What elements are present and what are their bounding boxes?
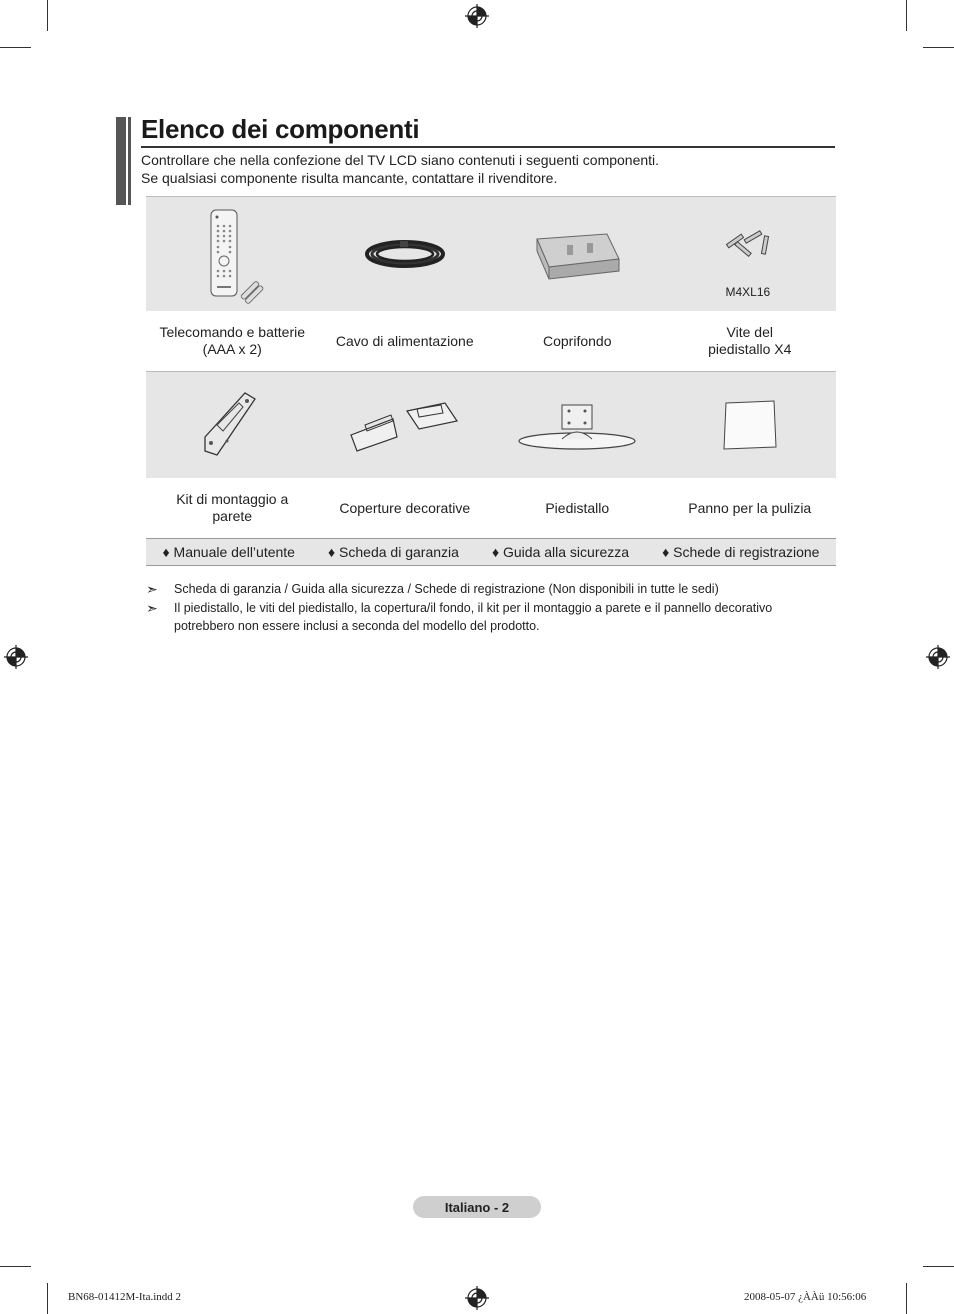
component-image-cell [664, 372, 837, 478]
component-label: Coperture decorative [339, 499, 471, 516]
note-text: Scheda di garanzia / Guida alla sicurezza / Schede di registrazione (Non disponibili in tutte le sedi) [174, 582, 719, 596]
wall-mount-kit-icon [197, 385, 267, 465]
component-label: Coprifondo [543, 332, 612, 349]
screws-icon [720, 221, 780, 271]
accessory-item: ♦ Manuale dell’utente [162, 544, 295, 560]
note-text: Il piedistallo, le viti del piedistallo, la copertura/il fondo, il kit per il montaggio a parete e il pannello decorativo [174, 601, 773, 615]
arrow-icon: ➣ [146, 581, 158, 597]
component-label: Vite del piedistallo X4 [708, 324, 792, 357]
cover-bottom-icon [527, 219, 627, 289]
note-text: potrebbero non essere inclusi a seconda del modello del prodotto. [174, 619, 540, 633]
note [146, 580, 836, 598]
cleaning-cloth-icon [720, 397, 780, 453]
screw-size-label: M4XL16 [725, 285, 771, 299]
component-image-cell [319, 197, 492, 311]
registration-mark-icon [465, 1286, 489, 1310]
component-label: Kit di montaggio a parete [176, 491, 289, 524]
accessory-item: ♦ Scheda di garanzia [328, 544, 459, 560]
decorative-covers-icon [345, 395, 465, 455]
components-label-row [146, 311, 836, 371]
component-image-cell [146, 197, 319, 311]
component-image-cell [491, 197, 664, 311]
crop-mark [0, 1266, 31, 1267]
title-rule [141, 146, 835, 148]
components-image-row [146, 196, 836, 311]
component-label: Piedistallo [545, 499, 610, 516]
crop-mark [47, 1283, 48, 1314]
crop-mark [923, 1266, 954, 1267]
components-image-row [146, 371, 836, 478]
remote-control-icon [197, 204, 267, 304]
note [146, 599, 836, 635]
registration-mark-icon [465, 4, 489, 28]
title-accent-bar [116, 117, 126, 205]
intro-line: Controllare che nella confezione del TV LCD siano contenuti i seguenti componenti. [141, 152, 660, 168]
title-accent-bar [128, 117, 131, 205]
component-label: Panno per la pulizia [688, 499, 812, 516]
crop-mark [0, 47, 31, 48]
component-image-cell [146, 372, 319, 478]
crop-mark [923, 47, 954, 48]
component-label: Cavo di alimentazione [335, 332, 474, 349]
file-slug: BN68-01412M-Ita.indd 2 [68, 1291, 182, 1303]
component-image-cell [491, 372, 664, 478]
crop-mark [906, 0, 907, 31]
crop-mark [906, 1283, 907, 1314]
timestamp-slug: 2008-05-07 ¿ÀÀü 10:56:06 [744, 1291, 867, 1303]
registration-mark-icon [926, 645, 950, 669]
stand-icon [512, 395, 642, 455]
page-number-badge: Italiano - 2 [413, 1196, 541, 1218]
intro-line: Se qualsiasi componente risulta mancante, contattare il rivenditore. [141, 170, 558, 186]
registration-mark-icon [4, 645, 28, 669]
power-cord-icon [360, 229, 450, 279]
accessory-item: ♦ Schede di registrazione [662, 544, 820, 560]
intro-text [141, 151, 659, 187]
components-label-row [146, 478, 836, 538]
crop-mark [47, 0, 48, 31]
page-title: Elenco dei componenti [141, 114, 420, 144]
arrow-icon: ➣ [146, 600, 158, 616]
accessory-item: ♦ Guida alla sicurezza [491, 544, 630, 560]
component-image-cell [319, 372, 492, 478]
component-label: Telecomando e batterie (AAA x 2) [159, 324, 306, 357]
accessories-list [146, 538, 836, 566]
component-image-cell [664, 197, 837, 311]
